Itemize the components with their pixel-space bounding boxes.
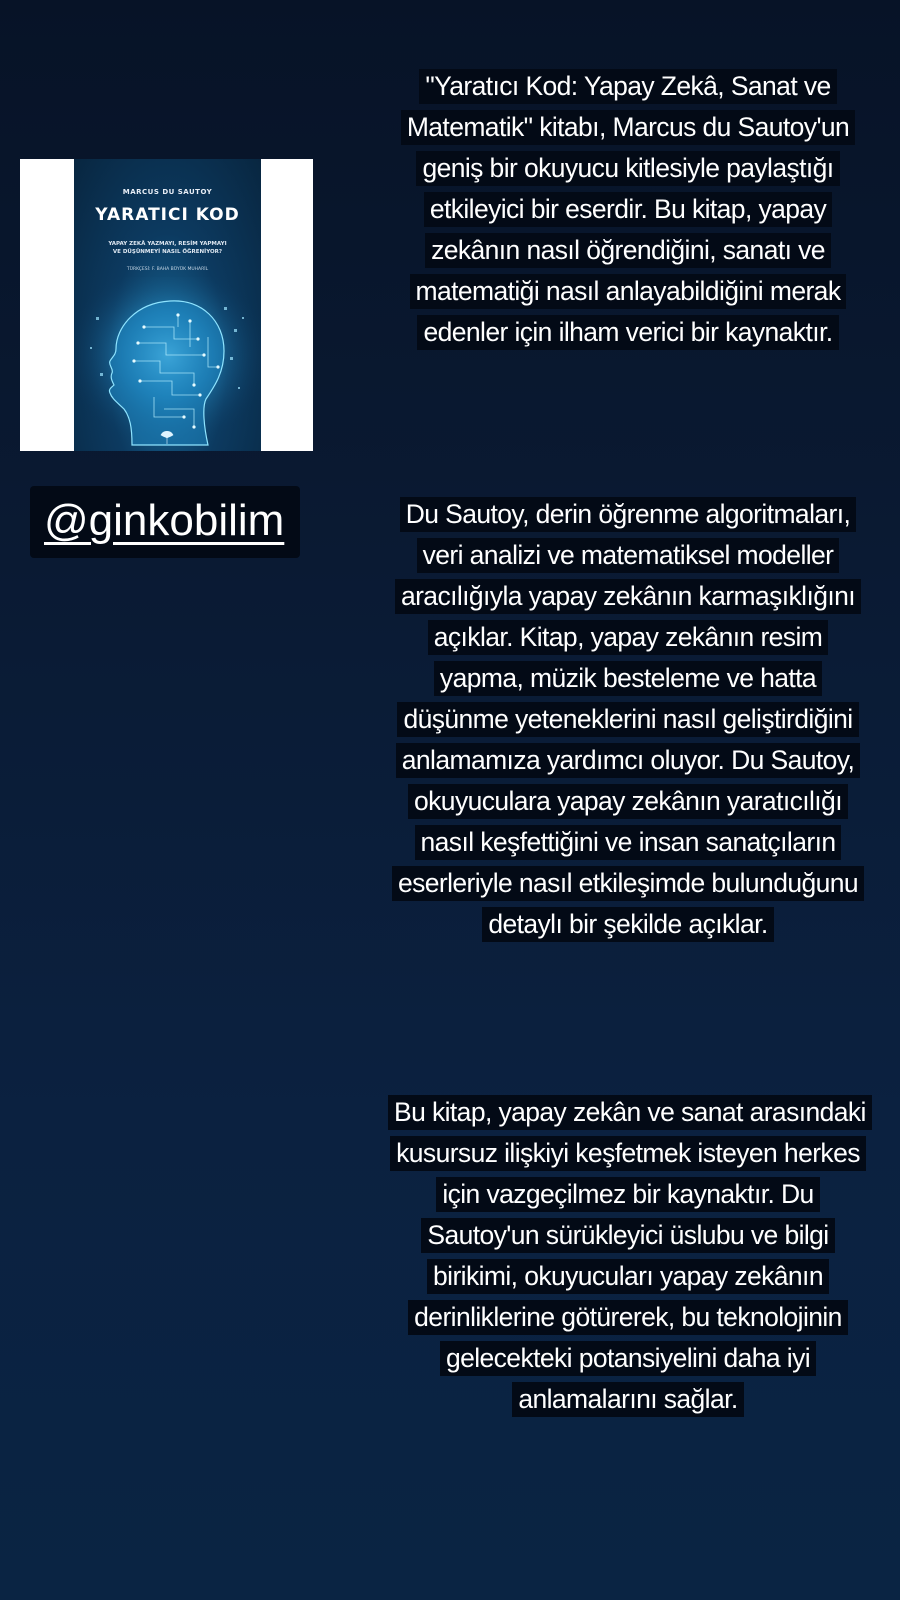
- book-cover-title: YARATICI KOD: [95, 205, 240, 225]
- ginkobilim-handle-link[interactable]: @ginkobilim: [44, 496, 285, 545]
- paragraph-3-text: Bu kitap, yapay zekân ve sanat arasındaki kusursuz ilişkiyi keşfetmek isteyen herkes için vazgeçilmez bir kaynaktır. Du Sautoy'un sürükleyici üslubu ve bilgi birikimi, okuyucuları yapay zekânın derinliklerine götürerek, bu teknolojinin gelecekteki potansiyelini daha iyi anlamalarını sağlar.: [388, 1095, 872, 1417]
- description-paragraph-1: [388, 66, 868, 353]
- paragraph-1-text: "Yaratıcı Kod: Yapay Zekâ, Sanat ve Matematik" kitabı, Marcus du Sautoy'un geniş bir okuyucu kitlesiyle paylaştığı etkileyici bir eserdir. Bu kitap, yapay zekânın nasıl öğrendiğini, sanatı ve matematiği nasıl anlayabildiğini merak edenler için ilham verici bir kaynaktır.: [401, 69, 855, 350]
- circuit-head-illustration: [74, 277, 261, 451]
- paragraph-2-text: Du Sautoy, derin öğrenme algoritmaları, veri analizi ve matematiksel modeller aracılığıyla yapay zekânın karmaşıklığını açıklar. Kitap, yapay zekânın resim yapma, müzik besteleme ve hatta düşünme yeteneklerini nasıl geliştirdiğini anlamamıza yardımcı oluyor. Du Sautoy, okuyuculara yapay zekânın yaratıcılığı nasıl keşfettiğini ve insan sanatçıların eserleriyle nasıl etkileşimde bulunduğunu detaylı bir şekilde açıklar.: [392, 497, 864, 942]
- book-cover-translator: TÜRKÇESİ: F. BAHA BÜYÜK MUHARİL: [126, 267, 209, 272]
- book-cover-card: [20, 159, 313, 451]
- book-cover: [74, 159, 261, 451]
- book-cover-subtitle: YAPAY ZEKÂ YAZMAYI, RESİM YAPMAYI VE DÜŞÜNMEYİ NASIL ÖĞRENİYOR?: [108, 241, 227, 255]
- book-cover-author: MARCUS DU SAUTOY: [122, 188, 213, 196]
- description-paragraph-3: [388, 1092, 868, 1420]
- description-paragraph-2: [388, 494, 868, 945]
- ginko-leaf-logo-icon: [158, 429, 176, 445]
